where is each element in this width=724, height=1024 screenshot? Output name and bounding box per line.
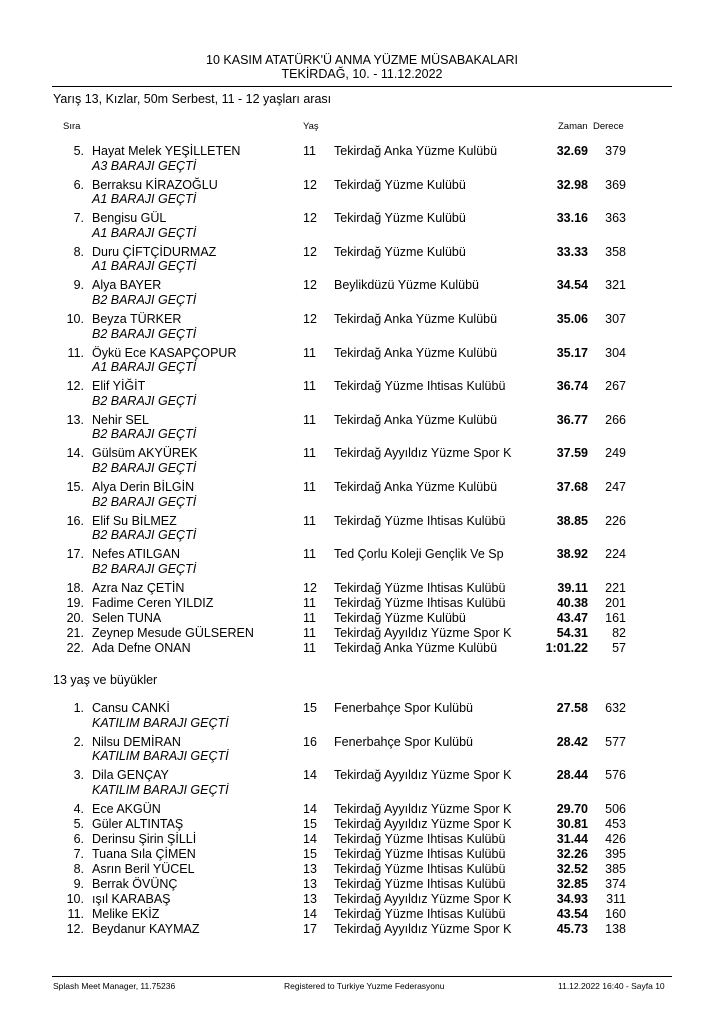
age-cell: 14 <box>303 768 317 783</box>
time-cell: 32.69 <box>556 144 588 158</box>
place-cell: 8. <box>73 861 84 876</box>
points-cell: 304 <box>605 345 626 360</box>
swimmer-name: Melike EKİZ <box>92 906 160 921</box>
club-name: Tekirdağ Yüzme Ihtisas Kulübü <box>334 580 506 595</box>
swimmer-name: Berraksu KİRAZOĞLU <box>92 177 218 192</box>
place-cell: 11. <box>67 345 84 360</box>
club-name: Tekirdağ Ayyıldız Yüzme Spor K <box>334 891 512 906</box>
place-cell: 19. <box>66 595 84 610</box>
points-cell: 321 <box>605 278 626 293</box>
time-cell: 45.73 <box>556 921 588 936</box>
swimmer-name: Alya BAYER <box>92 278 162 293</box>
age-cell: 11 <box>303 595 316 610</box>
swimmer-name: Elif Su BİLMEZ <box>92 513 177 528</box>
time-cell: 37.59 <box>556 446 588 461</box>
meet-title: 10 KASIM ATATÜRK'Ü ANMA YÜZME MÜSABAKALARI <box>206 53 518 67</box>
points-cell: 161 <box>605 610 626 625</box>
age-cell: 11 <box>303 547 316 562</box>
qualification-note: B2 BARAJI GEÇTİ <box>92 561 197 576</box>
swimmer-name: Asrın Beril YÜCEL <box>92 861 195 876</box>
points-cell: 221 <box>605 580 626 595</box>
footer-page-info: 11.12.2022 16:40 - Sayfa 10 <box>558 981 665 991</box>
result-row <box>0 832 724 846</box>
swimmer-name: Güler ALTINTAŞ <box>92 816 184 831</box>
points-cell: 224 <box>605 547 626 562</box>
time-cell: 34.54 <box>556 278 588 293</box>
points-cell: 267 <box>605 379 626 394</box>
place-cell: 10. <box>66 312 84 326</box>
swimmer-name: Nefes ATILGAN <box>92 547 180 562</box>
age-cell: 11 <box>303 345 316 360</box>
time-cell: 30.81 <box>556 816 588 831</box>
age-cell: 12 <box>303 278 317 293</box>
qualification-note: A3 BARAJI GEÇTİ <box>92 158 197 173</box>
result-row <box>0 922 724 936</box>
points-cell: 138 <box>605 921 626 936</box>
points-cell: 576 <box>605 768 626 783</box>
club-name: Tekirdağ Yüzme Kulübü <box>334 211 466 226</box>
time-cell: 39.11 <box>557 580 588 595</box>
time-cell: 36.74 <box>556 379 588 394</box>
result-row <box>0 581 724 595</box>
club-name: Tekirdağ Ayyıldız Yüzme Spor K <box>334 801 512 816</box>
place-cell: 15. <box>66 480 84 494</box>
time-cell: 32.98 <box>556 177 588 192</box>
club-name: Tekirdağ Yüzme Ihtisas Kulübü <box>334 513 506 528</box>
place-cell: 10. <box>66 891 84 906</box>
footer-divider <box>52 976 672 977</box>
result-row <box>0 892 724 906</box>
place-cell: 9. <box>73 278 84 293</box>
place-cell: 20. <box>66 610 84 625</box>
event-title: Yarış 13, Kızlar, 50m Serbest, 11 - 12 yaşları arası <box>53 92 332 106</box>
age-cell: 11 <box>303 446 316 461</box>
age-cell: 13 <box>303 876 317 891</box>
qualification-note: B2 BARAJI GEÇTİ <box>92 528 197 543</box>
points-cell: 379 <box>605 144 626 158</box>
club-name: Tekirdağ Yüzme Kulübü <box>334 610 466 625</box>
club-name: Fenerbahçe Spor Kulübü <box>334 701 473 715</box>
club-name: Tekirdağ Yüzme Ihtisas Kulübü <box>334 906 506 921</box>
points-cell: 266 <box>605 412 626 427</box>
place-cell: 9. <box>73 876 84 891</box>
result-row <box>0 547 724 561</box>
points-cell: 57 <box>612 640 626 655</box>
points-cell: 311 <box>606 891 626 906</box>
result-row <box>0 379 724 393</box>
swimmer-name: Gülsüm AKYÜREK <box>92 446 198 461</box>
place-cell: 12. <box>66 379 84 394</box>
swimmer-name: Zeynep Mesude GÜLSEREN <box>92 625 254 640</box>
club-name: Beylikdüzü Yüzme Kulübü <box>334 278 479 293</box>
result-row <box>0 346 724 360</box>
club-name: Tekirdağ Ayyıldız Yüzme Spor K <box>334 446 512 461</box>
age-cell: 15 <box>303 816 317 831</box>
place-cell: 18. <box>66 580 84 595</box>
result-row <box>0 877 724 891</box>
swimmer-name: Beyza TÜRKER <box>92 312 182 326</box>
age-cell: 11 <box>303 412 316 427</box>
place-cell: 11. <box>67 906 84 921</box>
time-cell: 33.33 <box>556 244 588 259</box>
points-cell: 201 <box>605 595 626 610</box>
time-cell: 36.77 <box>556 412 588 427</box>
age-cell: 15 <box>303 846 317 861</box>
place-cell: 21. <box>66 625 84 640</box>
place-cell: 16. <box>66 513 84 528</box>
club-name: Tekirdağ Ayyıldız Yüzme Spor K <box>334 625 512 640</box>
swimmer-name: Duru ÇİFTÇİDURMAZ <box>92 244 217 259</box>
result-row <box>0 802 724 816</box>
result-row <box>0 245 724 259</box>
qualification-note: KATILIM BARAJI GEÇTİ <box>92 782 229 797</box>
club-name: Tekirdağ Yüzme Kulübü <box>334 177 466 192</box>
place-cell: 13. <box>66 412 84 427</box>
time-cell: 37.68 <box>556 480 588 494</box>
club-name: Tekirdağ Anka Yüzme Kulübü <box>334 640 498 655</box>
club-name: Tekirdağ Ayyıldız Yüzme Spor K <box>334 768 512 783</box>
swimmer-name: ışıl KARABAŞ <box>92 891 171 906</box>
age-cell: 17 <box>303 921 317 936</box>
age-cell: 12 <box>303 211 317 226</box>
place-cell: 2. <box>73 734 84 749</box>
points-cell: 369 <box>605 177 626 192</box>
place-cell: 22. <box>66 640 84 655</box>
time-cell: 32.26 <box>556 846 588 861</box>
result-row <box>0 817 724 831</box>
place-cell: 7. <box>73 846 84 861</box>
time-cell: 32.52 <box>556 861 588 876</box>
points-cell: 363 <box>605 211 626 226</box>
result-row <box>0 480 724 494</box>
result-row <box>0 735 724 749</box>
result-row <box>0 907 724 921</box>
age-cell: 12 <box>303 177 317 192</box>
time-cell: 38.92 <box>556 547 588 562</box>
swimmer-name: Bengisu GÜL <box>92 211 167 226</box>
place-cell: 4. <box>73 801 84 816</box>
result-row <box>0 596 724 610</box>
club-name: Tekirdağ Anka Yüzme Kulübü <box>334 480 498 494</box>
time-cell: 31.44 <box>556 831 588 846</box>
club-name: Tekirdağ Ayyıldız Yüzme Spor K <box>334 921 512 936</box>
age-cell: 16 <box>303 734 317 749</box>
result-row <box>0 641 724 655</box>
club-name: Tekirdağ Anka Yüzme Kulübü <box>334 345 498 360</box>
swimmer-name: Berrak ÖVÜNÇ <box>92 876 178 891</box>
points-cell: 307 <box>605 312 626 326</box>
swimmer-name: Nehir SEL <box>92 412 149 427</box>
time-cell: 40.38 <box>556 595 588 610</box>
club-name: Tekirdağ Yüzme Ihtisas Kulübü <box>334 876 506 891</box>
time-cell: 28.42 <box>556 734 588 749</box>
result-row <box>0 144 724 158</box>
qualification-note: B2 BARAJI GEÇTİ <box>92 427 197 442</box>
time-cell: 28.44 <box>556 768 588 783</box>
swimmer-name: Alya Derin BİLGİN <box>92 480 195 494</box>
column-header-time: Zaman <box>558 121 588 132</box>
age-cell: 11 <box>303 640 316 655</box>
swimmer-name: Ada Defne ONAN <box>92 640 191 655</box>
qualification-note: KATILIM BARAJI GEÇTİ <box>92 715 229 730</box>
qualification-note: KATILIM BARAJI GEÇTİ <box>92 749 229 764</box>
swimmer-name: Selen TUNA <box>92 610 162 625</box>
qualification-note: B2 BARAJI GEÇTİ <box>92 393 197 408</box>
time-cell: 43.47 <box>556 610 588 625</box>
club-name: Tekirdağ Anka Yüzme Kulübü <box>334 412 498 427</box>
place-cell: 3. <box>73 768 84 783</box>
place-cell: 6. <box>73 831 84 846</box>
place-cell: 5. <box>73 144 84 158</box>
swimmer-name: Elif YİĞİT <box>92 379 146 394</box>
club-name: Tekirdağ Anka Yüzme Kulübü <box>334 144 498 158</box>
swimmer-name: Hayat Melek YEŞİLLETEN <box>92 144 241 158</box>
place-cell: 1. <box>73 701 84 715</box>
time-cell: 35.06 <box>556 312 588 326</box>
points-cell: 632 <box>605 701 626 715</box>
swimmer-name: Ece AKGÜN <box>92 801 161 816</box>
points-cell: 395 <box>605 846 626 861</box>
place-cell: 6. <box>73 177 84 192</box>
qualification-note: B2 BARAJI GEÇTİ <box>92 494 197 509</box>
swimmer-name: Fadime Ceren YILDIZ <box>92 595 214 610</box>
swimmer-name: Azra Naz ÇETİN <box>92 580 185 595</box>
age-cell: 13 <box>303 891 317 906</box>
header-divider <box>52 86 672 87</box>
club-name: Fenerbahçe Spor Kulübü <box>334 734 473 749</box>
age-cell: 11 <box>303 480 316 494</box>
time-cell: 34.93 <box>556 891 588 906</box>
result-row <box>0 626 724 640</box>
place-cell: 12. <box>66 921 84 936</box>
footer-registration: Registered to Turkiye Yuzme Federasyonu <box>284 981 445 991</box>
points-cell: 577 <box>605 734 626 749</box>
age-cell: 12 <box>303 244 317 259</box>
time-cell: 29.70 <box>556 801 588 816</box>
age-cell: 11 <box>303 625 316 640</box>
points-cell: 385 <box>605 861 626 876</box>
place-cell: 8. <box>73 244 84 259</box>
qualification-note: B2 BARAJI GEÇTİ <box>92 460 197 475</box>
points-cell: 82 <box>612 625 626 640</box>
qualification-note: A1 BARAJI GEÇTİ <box>92 360 197 375</box>
points-cell: 453 <box>605 816 626 831</box>
column-header-place: Sıra <box>63 121 81 132</box>
club-name: Tekirdağ Yüzme Ihtisas Kulübü <box>334 595 506 610</box>
time-cell: 32.85 <box>556 876 588 891</box>
result-row <box>0 278 724 292</box>
place-cell: 17. <box>66 547 84 562</box>
result-row <box>0 413 724 427</box>
points-cell: 247 <box>605 480 626 494</box>
club-name: Tekirdağ Yüzme Ihtisas Kulübü <box>334 861 506 876</box>
age-cell: 14 <box>303 906 317 921</box>
points-cell: 358 <box>605 244 626 259</box>
points-cell: 160 <box>605 906 626 921</box>
points-cell: 374 <box>605 876 626 891</box>
age-cell: 14 <box>303 801 317 816</box>
points-cell: 226 <box>605 513 626 528</box>
result-row <box>0 312 724 326</box>
time-cell: 43.54 <box>556 906 588 921</box>
result-row <box>0 611 724 625</box>
club-name: Tekirdağ Yüzme Ihtisas Kulübü <box>334 379 506 394</box>
swimmer-name: Derinsu Şirin ŞİLLİ <box>92 831 197 846</box>
points-cell: 506 <box>605 801 626 816</box>
swimmer-name: Öykü Ece KASAPÇOPUR <box>92 345 237 360</box>
points-cell: 426 <box>605 831 626 846</box>
age-cell: 12 <box>303 312 317 326</box>
club-name: Tekirdağ Yüzme Ihtisas Kulübü <box>334 831 506 846</box>
result-row <box>0 701 724 715</box>
time-cell: 35.17 <box>556 345 588 360</box>
swimmer-name: Beydanur KAYMAZ <box>92 921 200 936</box>
age-cell: 11 <box>303 610 316 625</box>
age-group-heading: 13 yaş ve büyükler <box>53 673 158 687</box>
result-row <box>0 862 724 876</box>
club-name: Ted Çorlu Koleji Gençlik Ve Sp <box>334 547 504 562</box>
place-cell: 7. <box>73 211 84 226</box>
result-row <box>0 446 724 460</box>
age-cell: 11 <box>303 379 316 394</box>
club-name: Tekirdağ Yüzme Ihtisas Kulübü <box>334 846 506 861</box>
column-header-points: Derece <box>593 121 624 132</box>
club-name: Tekirdağ Yüzme Kulübü <box>334 244 466 259</box>
age-cell: 14 <box>303 831 317 846</box>
age-cell: 15 <box>303 701 317 715</box>
result-row <box>0 768 724 782</box>
club-name: Tekirdağ Anka Yüzme Kulübü <box>334 312 498 326</box>
column-header-age: Yaş <box>303 121 319 132</box>
result-row <box>0 514 724 528</box>
swimmer-name: Nilsu DEMİRAN <box>92 734 181 749</box>
meet-location-date: TEKİRDAĞ, 10. - 11.12.2022 <box>281 67 443 81</box>
footer-software: Splash Meet Manager, 11.75236 <box>53 981 176 991</box>
qualification-note: B2 BARAJI GEÇTİ <box>92 292 197 307</box>
place-cell: 14. <box>66 446 84 461</box>
qualification-note: A1 BARAJI GEÇTİ <box>92 225 197 240</box>
time-cell: 33.16 <box>556 211 588 226</box>
swimmer-name: Dila GENÇAY <box>92 768 169 783</box>
place-cell: 5. <box>73 816 84 831</box>
swimmer-name: Tuana Sıla ÇİMEN <box>92 846 196 861</box>
time-cell: 27.58 <box>556 701 588 715</box>
qualification-note: B2 BARAJI GEÇTİ <box>92 326 197 341</box>
qualification-note: A1 BARAJI GEÇTİ <box>92 192 197 207</box>
age-cell: 13 <box>303 861 317 876</box>
swimmer-name: Cansu CANKİ <box>92 701 170 715</box>
age-cell: 11 <box>303 513 316 528</box>
time-cell: 1:01.22 <box>545 640 588 655</box>
time-cell: 38.85 <box>556 513 588 528</box>
club-name: Tekirdağ Ayyıldız Yüzme Spor K <box>334 816 512 831</box>
qualification-note: A1 BARAJI GEÇTİ <box>92 259 197 274</box>
time-cell: 54.31 <box>556 625 588 640</box>
age-cell: 11 <box>303 144 316 158</box>
points-cell: 249 <box>605 446 626 461</box>
result-row <box>0 178 724 192</box>
result-row <box>0 847 724 861</box>
age-cell: 12 <box>303 580 317 595</box>
result-row <box>0 211 724 225</box>
